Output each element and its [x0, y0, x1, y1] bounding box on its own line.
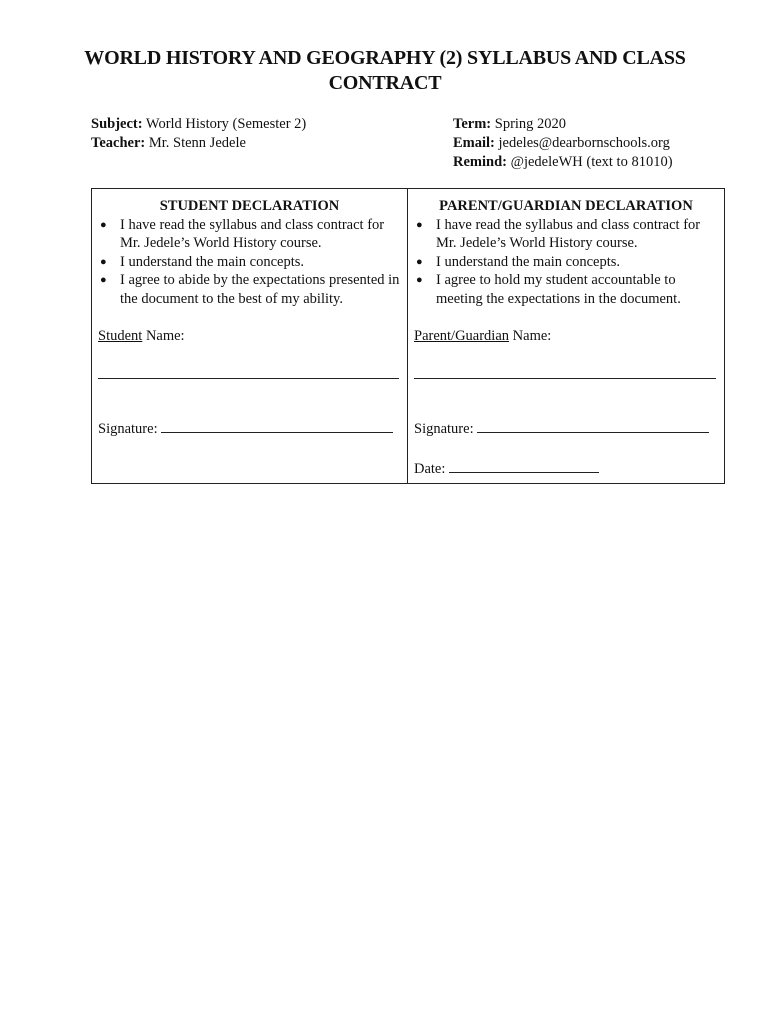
parent-name-field[interactable] [414, 378, 716, 379]
list-item [98, 253, 401, 272]
parent-date-field[interactable] [449, 459, 599, 473]
student-declaration-list [98, 216, 401, 309]
remind-value: @jedeleWH (text to 81010) [506, 154, 673, 170]
email-label: Email: [453, 135, 495, 151]
bullet-icon: ● [100, 274, 107, 286]
parent-signature-field[interactable] [477, 419, 709, 433]
student-signature-label: Signature: [98, 421, 158, 437]
student-signature-line [98, 419, 393, 439]
student-name-label-rest: Name: [142, 328, 185, 344]
email-value[interactable]: jedeles@dearbornschools.org [494, 135, 670, 151]
subject-value: World History (Semester 2) [142, 116, 307, 132]
term-value: Spring 2020 [491, 116, 567, 132]
parent-signature-line [414, 419, 709, 439]
bullet-icon: ● [100, 218, 107, 231]
list-item [414, 271, 718, 308]
list-item [414, 216, 718, 253]
parent-name-label-underlined: Parent/Guardian [414, 328, 510, 344]
parent-date-line [414, 459, 599, 479]
list-item-text: I agree to hold my student accountable to meeting the expectations in the document. [436, 272, 681, 307]
document-title: WORLD HISTORY AND GEOGRAPHY (2) SYLLABUS AND CLASS CONTRACT [84, 47, 686, 94]
teacher-line [91, 134, 306, 153]
teacher-label: Teacher: [91, 135, 146, 151]
student-name-label-underlined: Student [98, 328, 143, 344]
subject-line [91, 115, 306, 134]
term-label: Term: [453, 116, 492, 132]
bullet-icon: ● [416, 218, 423, 231]
student-declaration-heading: STUDENT DECLARATION [159, 198, 340, 214]
parent-date-label: Date: [414, 461, 446, 477]
course-info-right [453, 115, 673, 172]
teacher-value: Mr. Stenn Jedele [145, 135, 246, 151]
bullet-icon: ● [416, 274, 423, 286]
list-item-text: I understand the main concepts. [436, 253, 621, 270]
list-item [414, 253, 718, 272]
bullet-icon: ● [100, 255, 107, 268]
parent-name-label [414, 327, 551, 346]
list-item-text: I have read the syllabus and class contract for Mr. Jedele’s World History course. [436, 216, 701, 251]
parent-name-label-rest: Name: [509, 328, 552, 344]
parent-declaration-cell [408, 189, 724, 483]
email-line [453, 134, 673, 153]
list-item [98, 271, 401, 308]
parent-declaration-list [414, 216, 718, 309]
declaration-table [91, 188, 725, 484]
list-item [98, 216, 401, 253]
student-signature-field[interactable] [161, 419, 393, 433]
remind-line [453, 153, 673, 172]
course-info-left [91, 115, 306, 153]
list-item-text: I have read the syllabus and class contract for Mr. Jedele’s World History course. [120, 216, 385, 251]
list-item-text: I agree to abide by the expectations presented in the document to the best of my ability. [120, 272, 400, 307]
subject-label: Subject: [91, 116, 143, 132]
bullet-icon: ● [416, 255, 423, 268]
remind-label: Remind: [453, 154, 507, 170]
parent-signature-label: Signature: [414, 421, 474, 437]
student-name-label [98, 327, 185, 346]
student-name-field[interactable] [98, 378, 399, 379]
parent-declaration-heading: PARENT/GUARDIAN DECLARATION [439, 198, 693, 214]
student-declaration-cell [92, 189, 408, 483]
term-line [453, 115, 673, 134]
list-item-text: I understand the main concepts. [120, 253, 305, 270]
